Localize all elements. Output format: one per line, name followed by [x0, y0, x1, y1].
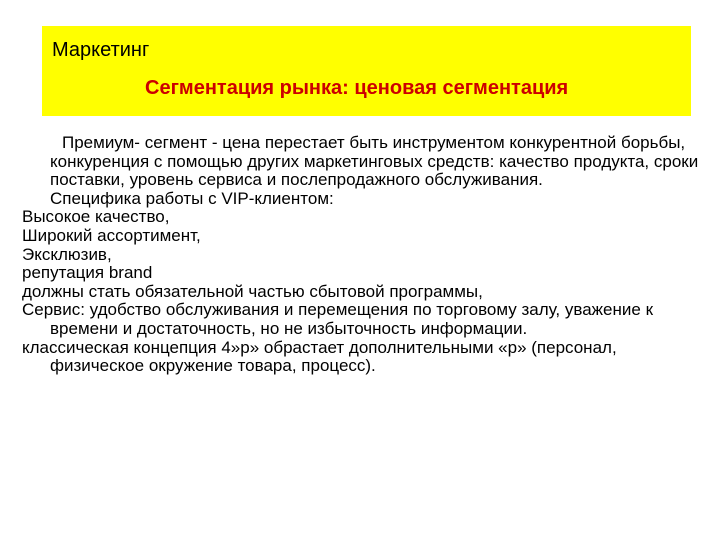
list-item: репутация brand [22, 263, 153, 283]
intro-paragraph: Премиум- сегмент - цена перестает быть инструментом конкурентной борьбы, конкуренция с помощью других маркетинговых средств: качество продукта, сроки поставки, уровень сервиса и послепродажного обслуживания. [50, 133, 699, 190]
list-item: должны стать обязательной частью сбытовой программы, [22, 281, 483, 301]
list-item: Сервис: удобство обслуживания и перемещения по торговому залу, уважение к времени и достаточность, но не избыточность информации. [22, 300, 654, 338]
slide-section-title: Маркетинг [52, 39, 150, 61]
slide-body [22, 134, 702, 376]
list-item: Эксклюзив, [22, 244, 112, 264]
list-item: Широкий ассортимент, [22, 225, 201, 245]
list-item: Высокое качество, [22, 207, 170, 227]
vip-subheading: Специфика работы с VIP-клиентом: [50, 188, 334, 208]
slide-title: Сегментация рынка: ценовая сегментация [145, 77, 569, 99]
title-banner [42, 26, 691, 116]
list-item: классическая концепция 4»р» обрастает дополнительными «р» (персонал, физическое окружение товара, процесс). [22, 337, 617, 376]
